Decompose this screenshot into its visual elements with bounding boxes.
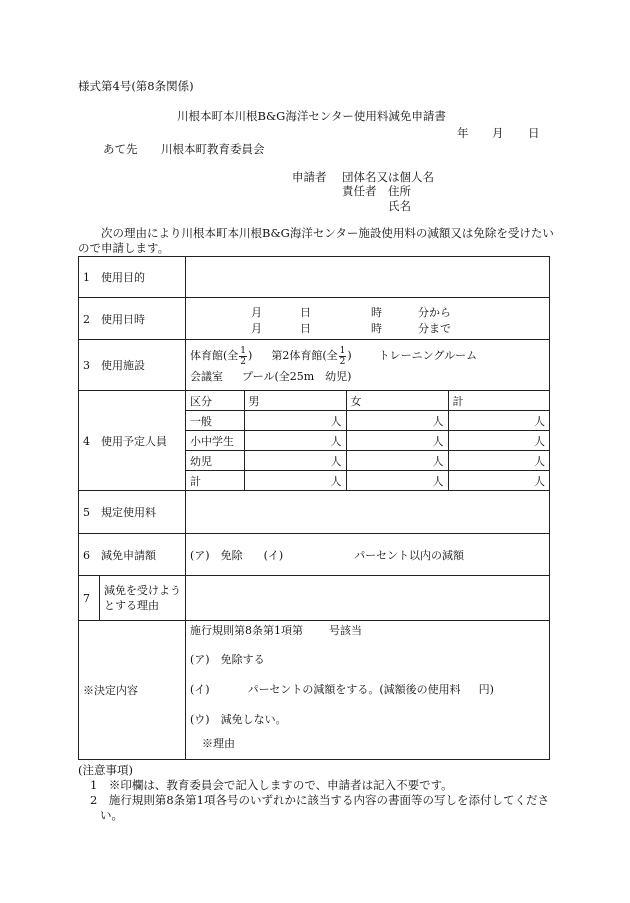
option-exempt[interactable]: (ア) 免除 — [190, 548, 243, 562]
rule-reference: 施行規則第8条第1項第 — [190, 624, 303, 637]
fee-field[interactable] — [186, 491, 550, 534]
percent-text: パーセント以内の減額 — [354, 548, 464, 562]
people-header-row — [186, 391, 549, 411]
note-item: 2 施行規則第8条第1項各号のいずれかに該当する内容の書面等の写しを添付してください。 — [90, 793, 549, 822]
from-minute: 分から — [418, 305, 451, 319]
people-row-total — [186, 471, 549, 491]
category-label: 計 — [186, 471, 244, 491]
total-count-field[interactable]: 人 — [448, 411, 549, 431]
date-month: 月 — [492, 126, 504, 140]
option-reduce[interactable]: (イ) — [263, 548, 284, 562]
row-label: 使用目的 — [101, 271, 145, 284]
row-number: 7 — [79, 576, 100, 621]
from-hour: 時 — [371, 305, 382, 319]
from-day: 日 — [300, 305, 311, 319]
training-room-label: トレーニングルーム — [378, 349, 478, 362]
header-total: 計 — [448, 391, 549, 411]
form-number: 様式第4号(第8条関係) — [78, 79, 194, 93]
people-row-infants — [186, 451, 549, 471]
row-datetime — [79, 298, 550, 340]
intro-paragraph: 次の理由により川根本町本川根B&G海洋センター施設使用料の減額又は免除を受けたいので申請します。 — [78, 226, 554, 255]
male-count-field[interactable]: 人 — [244, 411, 346, 431]
row-number: 2 — [83, 312, 90, 326]
total-count-field[interactable]: 人 — [448, 451, 549, 471]
from-month: 月 — [251, 305, 262, 319]
applicant-group: 団体名又は個人名 — [342, 170, 434, 184]
meeting-room-label: 会議室 — [190, 370, 223, 383]
reason-field[interactable] — [186, 576, 550, 621]
header-male: 男 — [244, 391, 346, 411]
male-count-field[interactable]: 人 — [244, 431, 346, 451]
category-label: 一般 — [186, 411, 244, 431]
gym1-label: 体育館(全 — [190, 349, 239, 362]
applicant-name: 氏名 — [388, 199, 411, 213]
female-count-field[interactable]: 人 — [346, 471, 448, 491]
decision-label: ※決定内容 — [79, 621, 186, 760]
row-people — [79, 391, 550, 491]
datetime-field[interactable] — [186, 298, 550, 340]
female-count-field[interactable]: 人 — [346, 411, 448, 431]
date-day: 日 — [528, 126, 540, 140]
to-month: 月 — [251, 321, 262, 335]
row-number: 4 — [83, 434, 90, 448]
decision-exempt[interactable]: (ア) 免除する — [190, 653, 265, 666]
note-item: 1 ※印欄は、教育委員会で記入しますので、申請者は記入不要です。 — [90, 778, 453, 792]
total-count-field[interactable]: 人 — [448, 471, 549, 491]
row-number: 3 — [83, 359, 90, 372]
header-female: 女 — [346, 391, 448, 411]
row-fee — [79, 491, 550, 534]
fraction-half: $\frac{1}{2}$ — [240, 345, 247, 367]
header-category: 区分 — [186, 391, 244, 411]
document-title: 川根本町本川根B&G海洋センター使用料減免申請書 — [177, 109, 446, 123]
to-minute: 分まで — [418, 321, 451, 335]
category-label: 幼児 — [186, 451, 244, 471]
to-hour: 時 — [371, 321, 382, 335]
row-purpose — [79, 257, 550, 298]
pool-label: プール(全25m 幼児) — [242, 370, 352, 383]
total-count-field[interactable]: 人 — [448, 431, 549, 451]
notes-section — [78, 763, 558, 823]
female-count-field[interactable]: 人 — [346, 431, 448, 451]
application-form-table — [78, 256, 550, 760]
female-count-field[interactable]: 人 — [346, 451, 448, 471]
notes-heading: (注意事項) — [78, 763, 133, 777]
row-reason — [79, 576, 550, 621]
decision-reason: ※理由 — [202, 737, 235, 750]
purpose-field[interactable] — [186, 257, 550, 298]
people-row-students — [186, 431, 549, 451]
applicant-address: 住所 — [388, 184, 411, 198]
row-label: 使用予定人員 — [101, 434, 167, 448]
row-number: 5 — [83, 506, 90, 519]
row-label: 規定使用料 — [101, 506, 156, 519]
row-number: 6 — [83, 548, 90, 562]
row-exemption — [79, 534, 550, 576]
applicant-label: 申請者 — [292, 170, 327, 184]
row-label: 減免申請額 — [101, 548, 156, 562]
row-facility — [79, 340, 550, 391]
male-count-field[interactable]: 人 — [244, 471, 346, 491]
row-label: 使用日時 — [101, 312, 145, 326]
row-label: 使用施設 — [101, 359, 145, 372]
to-day: 日 — [300, 321, 311, 335]
people-table — [186, 391, 549, 490]
row-label: 減免を受けようとする理由 — [100, 576, 186, 621]
fraction-half: $\frac{1}{2}$ — [339, 345, 346, 367]
facility-field[interactable]: 体育館(全 $\frac{1}{2}$ ) 第2体育館(全 $\frac{1}{2}$ ) トレーニングルーム 会議室 プール(全25m 幼児) — [186, 340, 550, 391]
category-label: 小中学生 — [186, 431, 244, 451]
decision-reduce[interactable]: (イ) — [190, 683, 210, 696]
row-number: 1 — [83, 271, 90, 284]
addressee-label: あて先 — [103, 142, 138, 156]
gym2-label: 第2体育館(全 — [271, 349, 338, 362]
decision-deny[interactable]: (ウ) 減免しない。 — [190, 713, 287, 726]
exemption-field[interactable] — [186, 534, 550, 576]
addressee-name: 川根本町教育委員会 — [161, 142, 265, 156]
people-row-general — [186, 411, 549, 431]
row-decision — [79, 621, 550, 760]
decision-field: 施行規則第8条第1項第 号該当 (ア) 免除する (イ) パーセントの減額をする。(減額後の使用料 円) (ウ) 減免しない。 ※理由 — [186, 621, 550, 760]
date-year: 年 — [457, 126, 469, 140]
applicant-responsible: 責任者 — [342, 184, 377, 198]
male-count-field[interactable]: 人 — [244, 451, 346, 471]
